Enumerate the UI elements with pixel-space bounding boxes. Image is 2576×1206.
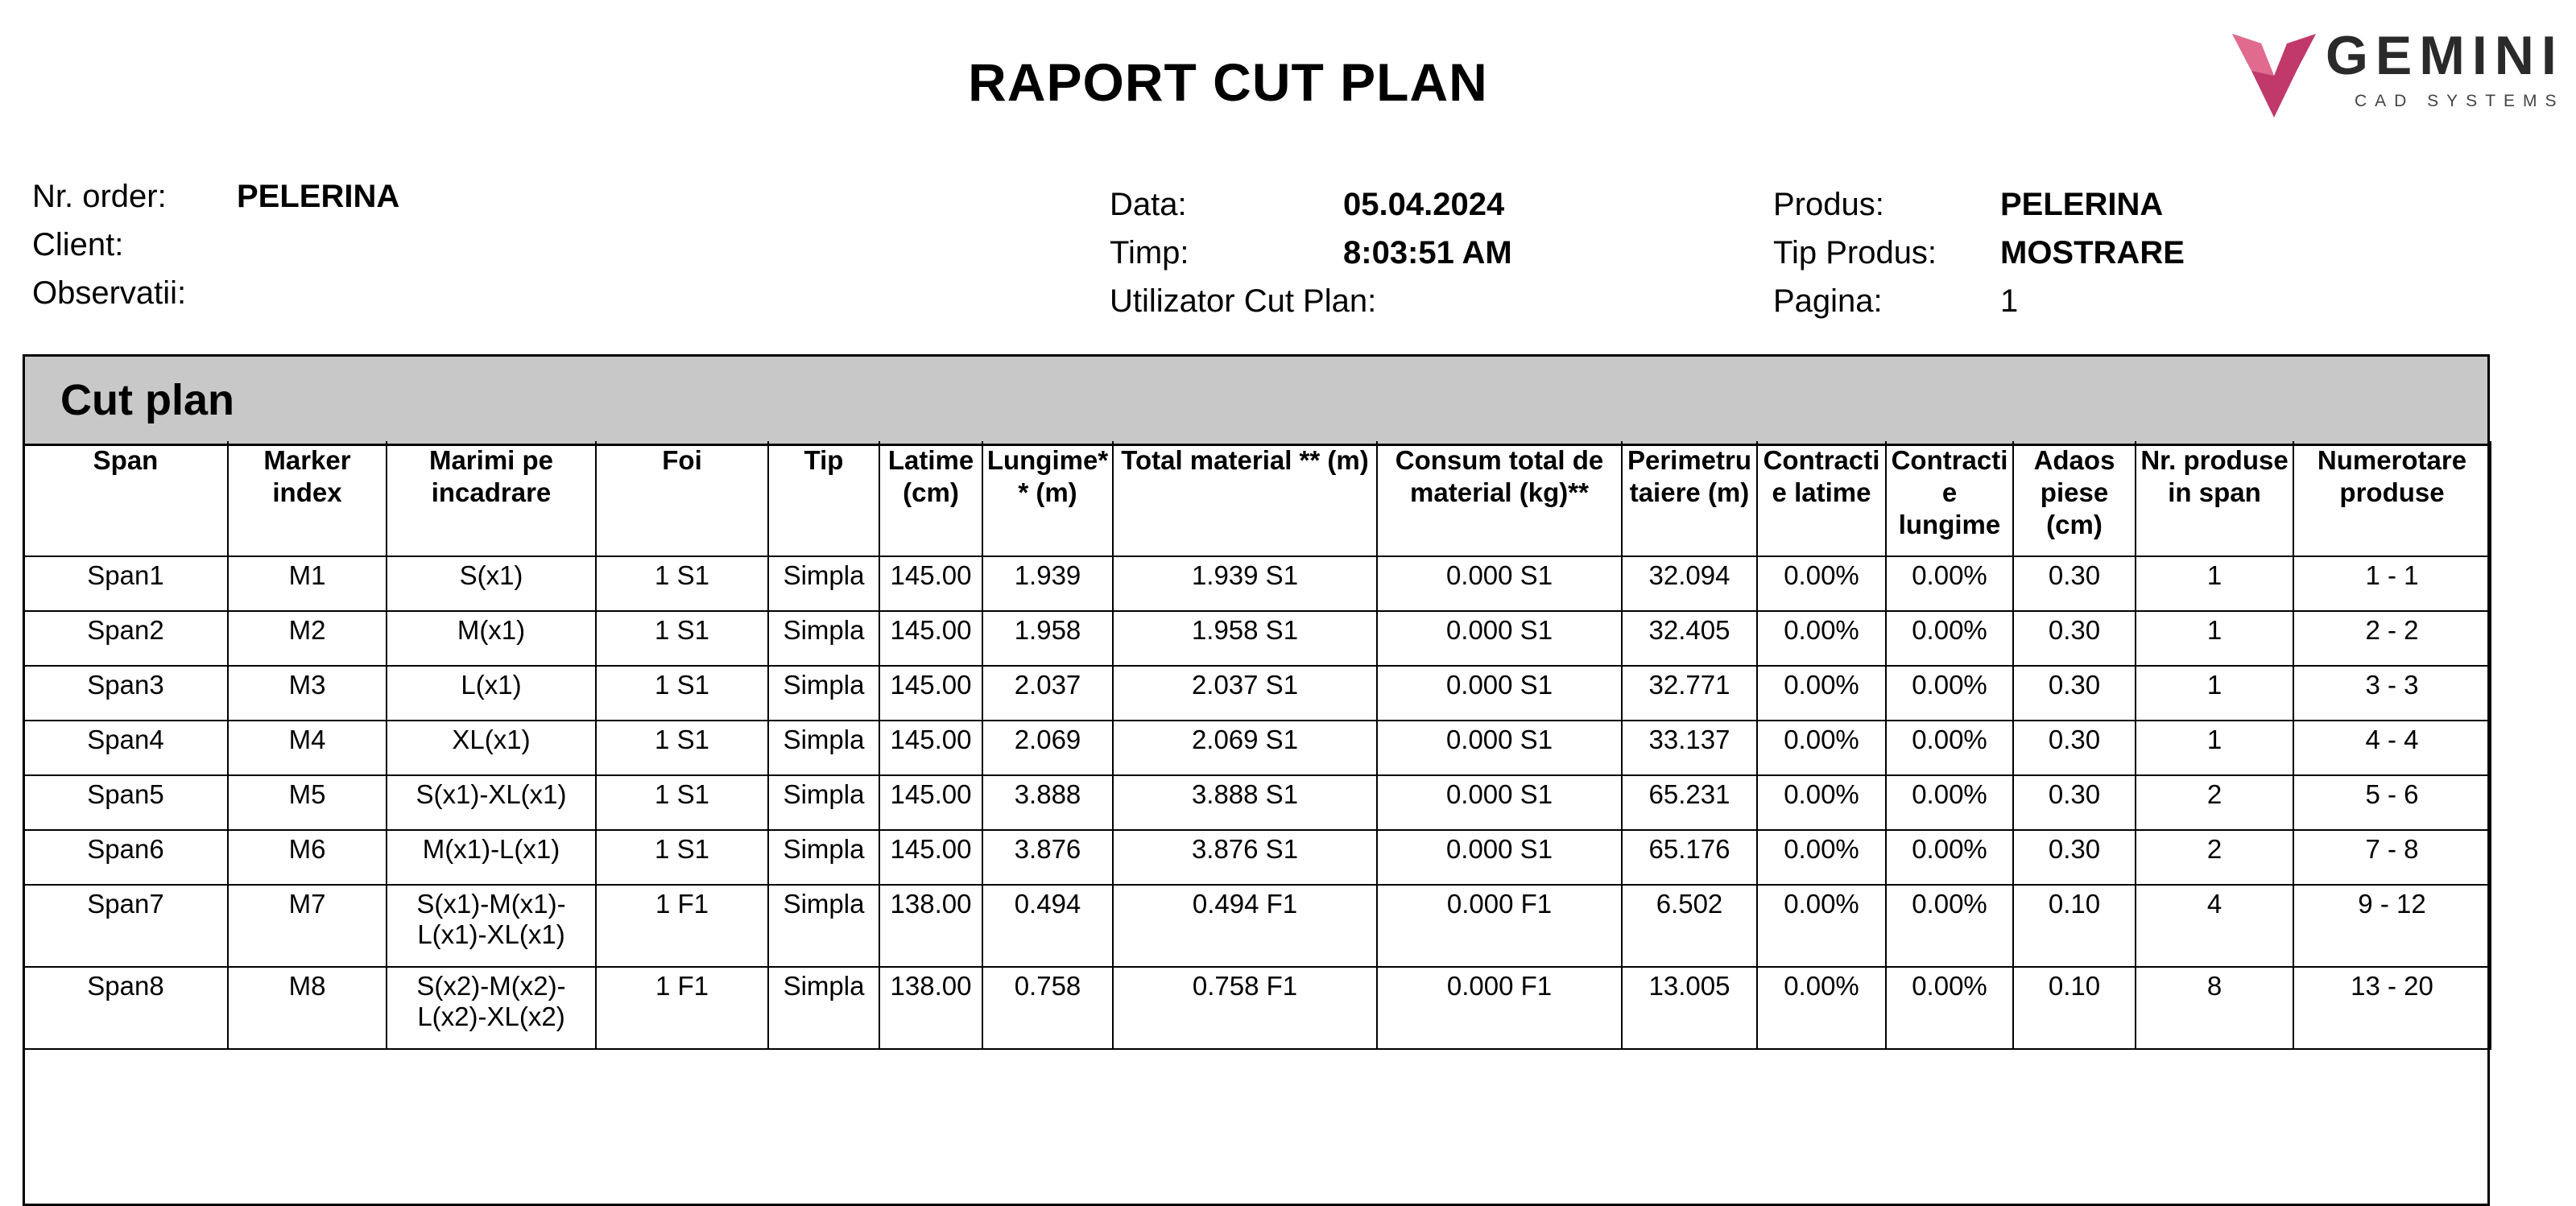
table-cell: 0.00% bbox=[1886, 830, 2013, 885]
table-cell: 13 - 20 bbox=[2293, 967, 2491, 1049]
table-header-row bbox=[23, 441, 2491, 556]
column-header: Adaos piese (cm) bbox=[2013, 441, 2136, 556]
table-cell: Simpla bbox=[768, 885, 879, 967]
table-cell: 0.30 bbox=[2013, 830, 2136, 885]
observatii-label: Observatii: bbox=[32, 275, 187, 311]
table-cell: 0.00% bbox=[1886, 611, 2013, 666]
column-header: Contractie latime bbox=[1757, 441, 1886, 556]
table-cell: 0.000 S1 bbox=[1377, 830, 1622, 885]
table-cell: 65.231 bbox=[1622, 775, 1757, 830]
table-cell: 1 S1 bbox=[596, 556, 768, 611]
table-cell: 0.10 bbox=[2013, 967, 2136, 1049]
table-cell: 9 - 12 bbox=[2293, 885, 2491, 967]
table-cell: Simpla bbox=[768, 830, 879, 885]
table-cell: M8 bbox=[228, 967, 387, 1049]
table-cell: 0.00% bbox=[1886, 775, 2013, 830]
table-cell: 0.00% bbox=[1886, 666, 2013, 721]
table-cell: S(x2)-M(x2)-L(x2)-XL(x2) bbox=[387, 967, 596, 1049]
table-cell: 33.137 bbox=[1622, 721, 1757, 775]
table-cell: 138.00 bbox=[879, 885, 982, 967]
table-cell: 0.00% bbox=[1886, 885, 2013, 967]
table-row bbox=[23, 830, 2491, 885]
table-cell: 2 - 2 bbox=[2293, 611, 2491, 666]
table-row bbox=[23, 967, 2491, 1049]
column-header: Numerotare produse bbox=[2293, 441, 2491, 556]
table-cell: 1 F1 bbox=[596, 885, 768, 967]
order-value: PELERINA bbox=[237, 179, 400, 214]
table-cell: Span5 bbox=[23, 775, 228, 830]
table-cell: 0.000 F1 bbox=[1377, 967, 1622, 1049]
product-info bbox=[1773, 180, 2185, 325]
table-cell: 145.00 bbox=[879, 556, 982, 611]
table-cell: 145.00 bbox=[879, 830, 982, 885]
data-label: Data: bbox=[1110, 187, 1187, 222]
table-row bbox=[23, 556, 2491, 611]
column-header: Nr. produse in span bbox=[2136, 441, 2293, 556]
table-cell: 1.958 bbox=[982, 611, 1113, 666]
table-row bbox=[23, 611, 2491, 666]
table-cell: 0.000 S1 bbox=[1377, 666, 1622, 721]
table-row bbox=[23, 721, 2491, 775]
table-cell: 65.176 bbox=[1622, 830, 1757, 885]
table-cell: 2.037 S1 bbox=[1113, 666, 1377, 721]
table-cell: Span1 bbox=[23, 556, 228, 611]
table-cell: 1 bbox=[2136, 721, 2293, 775]
table-cell: 0.494 bbox=[982, 885, 1113, 967]
table-cell: Simpla bbox=[768, 775, 879, 830]
table-cell: 0.00% bbox=[1886, 967, 2013, 1049]
cut-plan-title: Cut plan bbox=[25, 357, 2487, 446]
timp-value: 8:03:51 AM bbox=[1343, 235, 1512, 271]
logo-name: GEMINI bbox=[2326, 25, 2564, 86]
pagina-label: Pagina: bbox=[1773, 283, 1883, 319]
table-cell: 0.000 S1 bbox=[1377, 611, 1622, 666]
table-cell: 0.000 S1 bbox=[1377, 556, 1622, 611]
table-cell: 0.758 bbox=[982, 967, 1113, 1049]
table-cell: 145.00 bbox=[879, 721, 982, 775]
table-cell: 1 bbox=[2136, 556, 2293, 611]
table-cell: 3 - 3 bbox=[2293, 666, 2491, 721]
table-cell: 0.30 bbox=[2013, 666, 2136, 721]
table-cell: 4 - 4 bbox=[2293, 721, 2491, 775]
table-cell: 0.758 F1 bbox=[1113, 967, 1377, 1049]
table-cell: M6 bbox=[228, 830, 387, 885]
table-cell: 145.00 bbox=[879, 611, 982, 666]
column-header: Perimetru taiere (m) bbox=[1622, 441, 1757, 556]
table-cell: 145.00 bbox=[879, 775, 982, 830]
logo-subtitle: CAD SYSTEMS bbox=[2355, 92, 2565, 110]
table-cell: Span7 bbox=[23, 885, 228, 967]
table-cell: 32.771 bbox=[1622, 666, 1757, 721]
table-cell: 0.00% bbox=[1886, 556, 2013, 611]
table-cell: 0.000 F1 bbox=[1377, 885, 1622, 967]
table-cell: 1 S1 bbox=[596, 830, 768, 885]
table-cell: 32.094 bbox=[1622, 556, 1757, 611]
table-cell: 6.502 bbox=[1622, 885, 1757, 967]
table-cell: 0.000 S1 bbox=[1377, 721, 1622, 775]
table-cell: M5 bbox=[228, 775, 387, 830]
column-header: Foi bbox=[596, 441, 768, 556]
table-cell: 1 - 1 bbox=[2293, 556, 2491, 611]
table-cell: Span3 bbox=[23, 666, 228, 721]
table-cell: Span8 bbox=[23, 967, 228, 1049]
table-cell: 1 S1 bbox=[596, 721, 768, 775]
table-cell: 0.00% bbox=[1886, 721, 2013, 775]
pagina-value: 1 bbox=[2000, 283, 2019, 319]
column-header: Contractie lungime bbox=[1886, 441, 2013, 556]
gemini-logo-icon bbox=[2229, 23, 2319, 119]
timp-label: Timp: bbox=[1110, 235, 1189, 271]
table-cell: 3.876 S1 bbox=[1113, 830, 1377, 885]
tip-produs-label: Tip Produs: bbox=[1773, 235, 1937, 271]
table-cell: 5 - 6 bbox=[2293, 775, 2491, 830]
utilizator-label: Utilizator Cut Plan: bbox=[1110, 283, 1377, 319]
table-cell: 0.00% bbox=[1757, 611, 1886, 666]
table-cell: 0.00% bbox=[1757, 830, 1886, 885]
table-cell: 0.00% bbox=[1757, 556, 1886, 611]
column-header: Span bbox=[23, 441, 228, 556]
column-header: Marker index bbox=[228, 441, 387, 556]
table-cell: 1 F1 bbox=[596, 967, 768, 1049]
table-cell: 145.00 bbox=[879, 666, 982, 721]
table-cell: 0.000 S1 bbox=[1377, 775, 1622, 830]
table-cell: 2.069 S1 bbox=[1113, 721, 1377, 775]
table-cell: 13.005 bbox=[1622, 967, 1757, 1049]
table-cell: 0.00% bbox=[1757, 666, 1886, 721]
table-cell: 8 bbox=[2136, 967, 2293, 1049]
table-cell: Simpla bbox=[768, 556, 879, 611]
order-info bbox=[32, 172, 399, 317]
client-label: Client: bbox=[32, 227, 124, 262]
table-cell: 0.30 bbox=[2013, 611, 2136, 666]
table-cell: S(x1)-XL(x1) bbox=[387, 775, 596, 830]
table-cell: Simpla bbox=[768, 721, 879, 775]
produs-value: PELERINA bbox=[2000, 187, 2164, 222]
table-cell: Span6 bbox=[23, 830, 228, 885]
table-cell: Simpla bbox=[768, 666, 879, 721]
date-info bbox=[1110, 180, 1512, 325]
column-header: Total material ** (m) bbox=[1113, 441, 1377, 556]
column-header: Consum total de material (kg)** bbox=[1377, 441, 1622, 556]
table-cell: 3.888 bbox=[982, 775, 1113, 830]
produs-label: Produs: bbox=[1773, 187, 1884, 222]
table-cell: 138.00 bbox=[879, 967, 982, 1049]
table-cell: 1 S1 bbox=[596, 666, 768, 721]
table-cell: 3.888 S1 bbox=[1113, 775, 1377, 830]
table-cell: 2 bbox=[2136, 830, 2293, 885]
table-cell: 0.00% bbox=[1757, 967, 1886, 1049]
table-cell: 1.958 S1 bbox=[1113, 611, 1377, 666]
table-cell: L(x1) bbox=[387, 666, 596, 721]
report-title: RAPORT CUT PLAN bbox=[968, 52, 1488, 112]
table-cell: 0.00% bbox=[1757, 775, 1886, 830]
table-cell: 2 bbox=[2136, 775, 2293, 830]
table-cell: M(x1)-L(x1) bbox=[387, 830, 596, 885]
table-cell: 1 bbox=[2136, 611, 2293, 666]
table-cell: S(x1) bbox=[387, 556, 596, 611]
column-header: Latime (cm) bbox=[879, 441, 982, 556]
table-cell: M1 bbox=[228, 556, 387, 611]
table-cell: Simpla bbox=[768, 967, 879, 1049]
table-cell: 0.00% bbox=[1757, 885, 1886, 967]
table-cell: 1 S1 bbox=[596, 611, 768, 666]
column-header: Tip bbox=[768, 441, 879, 556]
table-cell: 0.494 F1 bbox=[1113, 885, 1377, 967]
table-row bbox=[23, 775, 2491, 830]
table-cell: 2.069 bbox=[982, 721, 1113, 775]
table-cell: 1 S1 bbox=[596, 775, 768, 830]
table-cell: 1 bbox=[2136, 666, 2293, 721]
table-cell: XL(x1) bbox=[387, 721, 596, 775]
data-value: 05.04.2024 bbox=[1343, 187, 1505, 222]
table-cell: 2.037 bbox=[982, 666, 1113, 721]
column-header: Lungime** (m) bbox=[982, 441, 1113, 556]
table-cell: 0.30 bbox=[2013, 556, 2136, 611]
gemini-logo bbox=[2229, 23, 2567, 119]
table-cell: 1.939 bbox=[982, 556, 1113, 611]
table-row bbox=[23, 666, 2491, 721]
table-cell: 7 - 8 bbox=[2293, 830, 2491, 885]
table-row bbox=[23, 885, 2491, 967]
table-cell: M3 bbox=[228, 666, 387, 721]
tip-produs-value: MOSTRARE bbox=[2000, 235, 2185, 271]
table-cell: 0.30 bbox=[2013, 721, 2136, 775]
table-cell: 3.876 bbox=[982, 830, 1113, 885]
table-cell: 0.00% bbox=[1757, 721, 1886, 775]
table-cell: M2 bbox=[228, 611, 387, 666]
table-cell: M7 bbox=[228, 885, 387, 967]
table-cell: 1.939 S1 bbox=[1113, 556, 1377, 611]
table-cell: Span4 bbox=[23, 721, 228, 775]
table-cell: 0.30 bbox=[2013, 775, 2136, 830]
cut-plan-table bbox=[23, 441, 2491, 1050]
table-cell: M4 bbox=[228, 721, 387, 775]
table-cell: Simpla bbox=[768, 611, 879, 666]
table-cell: Span2 bbox=[23, 611, 228, 666]
table-cell: S(x1)-M(x1)-L(x1)-XL(x1) bbox=[387, 885, 596, 967]
table-cell: 32.405 bbox=[1622, 611, 1757, 666]
table-cell: M(x1) bbox=[387, 611, 596, 666]
order-label: Nr. order: bbox=[32, 179, 167, 214]
table-cell: 4 bbox=[2136, 885, 2293, 967]
column-header: Marimi pe incadrare bbox=[387, 441, 596, 556]
table-cell: 0.10 bbox=[2013, 885, 2136, 967]
